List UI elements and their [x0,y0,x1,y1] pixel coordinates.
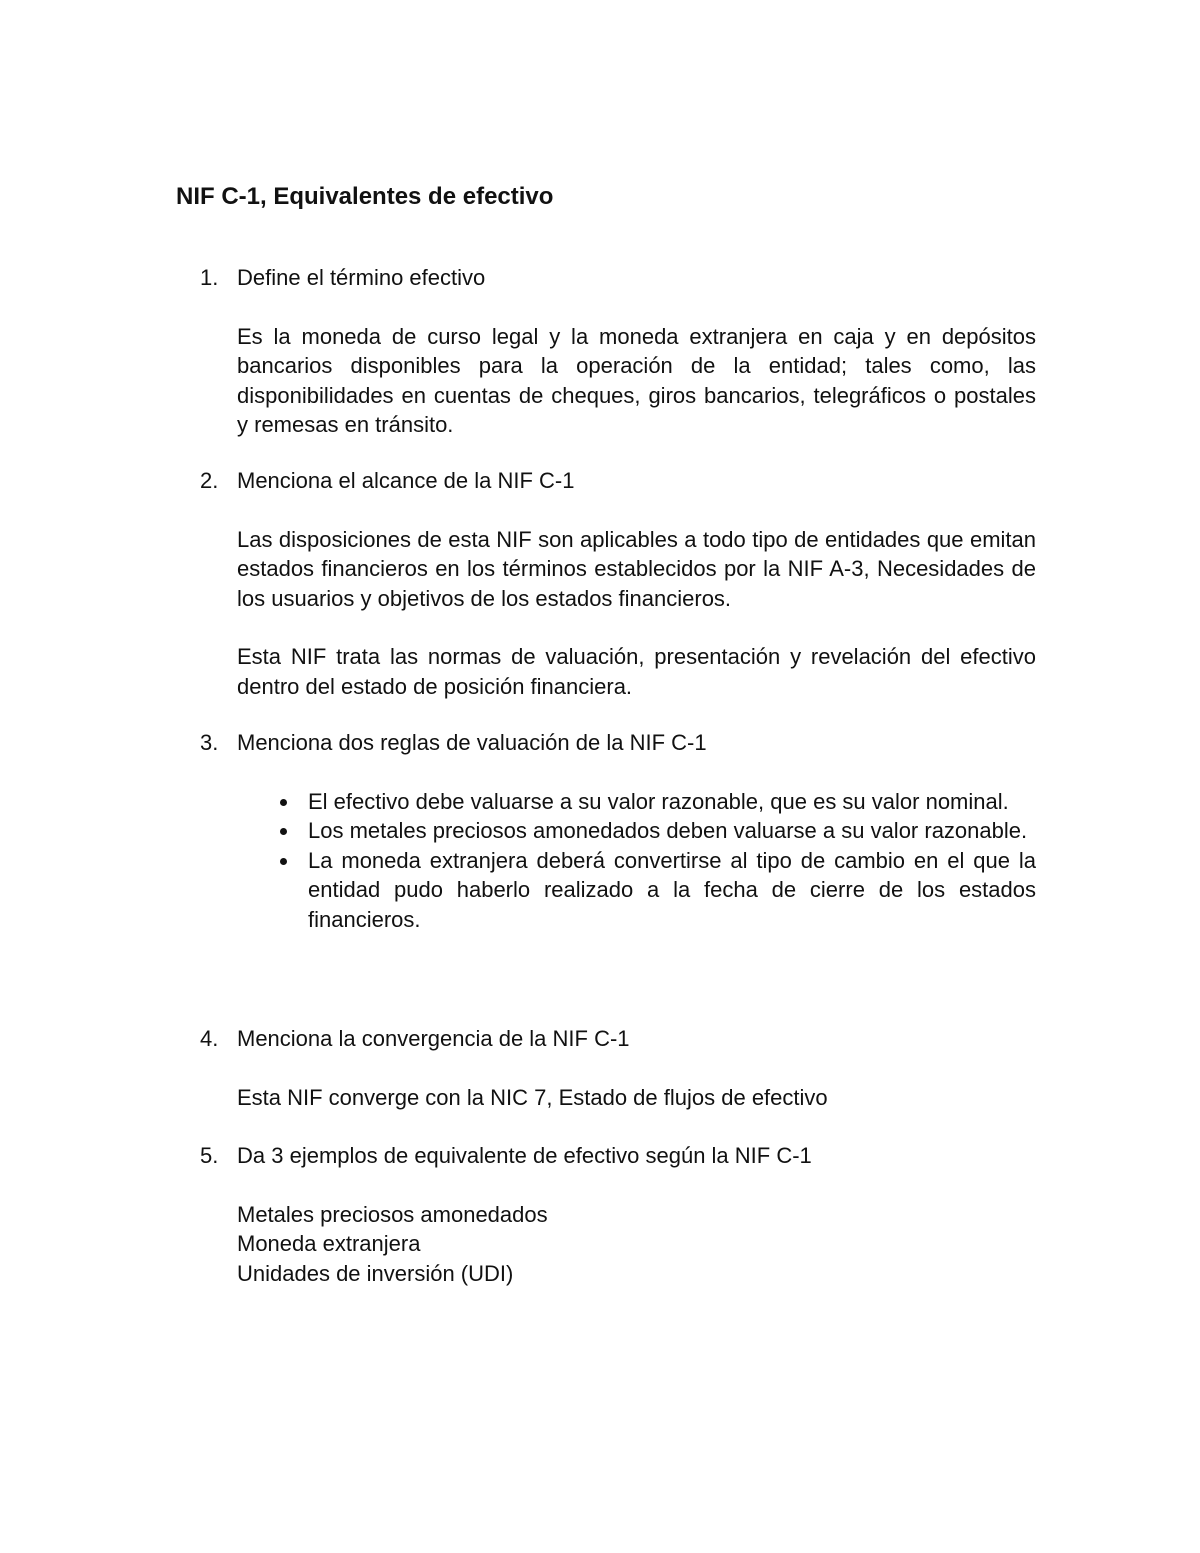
question-item-1 [200,263,1036,440]
list-item: Moneda extranjera [237,1231,421,1256]
question-number: 2. [200,468,219,493]
question-number: 5. [200,1143,219,1168]
bullet-icon [280,799,287,806]
list-item: Unidades de inversión (UDI) [237,1260,514,1286]
question-text: Da 3 ejemplos de equivalente de efectivo según la NIF C-1 [237,1143,812,1168]
rules-list [200,787,1036,935]
question-heading [200,728,1036,758]
list-item-text: Los metales preciosos amonedados deben valuarse a su valor razonable. [308,818,1028,843]
answer-paragraph: Esta NIF converge con la NIC 7, Estado de flujos de efectivo [237,1084,828,1110]
question-text: Menciona la convergencia de la NIF C-1 [237,1026,630,1051]
question-heading [200,1141,1036,1171]
question-heading [200,263,1036,293]
question-number: 4. [200,1026,219,1051]
list-item [200,846,1036,935]
document-title: NIF C-1, Equivalentes de efectivo [176,183,554,210]
list-item: Metales preciosos amonedados [237,1201,548,1227]
answer-paragraph: Esta NIF trata las normas de valuación, presentación y revelación del efectivo dentro del estado de posición financiera. [237,644,1036,699]
question-heading [200,1024,1036,1054]
list-item [200,816,1036,846]
question-heading [200,466,1036,496]
question-text: Menciona el alcance de la NIF C-1 [237,468,575,493]
question-text: Menciona dos reglas de valuación de la NIF C-1 [237,730,707,755]
question-item-4 [200,1024,1036,1112]
question-number: 3. [200,730,219,755]
answer-paragraph: Es la moneda de curso legal y la moneda extranjera en caja y en depósitos bancarios disponibles para la operación de la entidad; tales como, las disponibilidades en cuentas de cheques, giros bancarios, telegráficos o postales y remesas en tránsito. [237,323,1036,437]
question-text: Define el término efectivo [237,265,486,290]
question-item-5 [200,1141,1036,1288]
list-item-text: El efectivo debe valuarse a su valor razonable, que es su valor nominal. [308,788,1009,814]
answer-paragraph: Las disposiciones de esta NIF son aplicables a todo tipo de entidades que emitan estados financieros en los términos establecidos por la NIF A-3, Necesidades de los usuarios y objetivos de los estados financieros. [237,526,1036,611]
question-item-2 [200,466,1036,701]
examples-list [200,1200,1036,1289]
list-item-text: La moneda extranjera deberá convertirse al tipo de cambio en el que la entidad pudo haberlo realizado a la fecha de cierre de los estados financieros. [308,847,1036,932]
list-item [200,787,1036,817]
bullet-icon [280,828,287,835]
question-item-3 [200,728,1036,934]
bullet-icon [280,858,287,865]
question-number: 1. [200,265,219,290]
